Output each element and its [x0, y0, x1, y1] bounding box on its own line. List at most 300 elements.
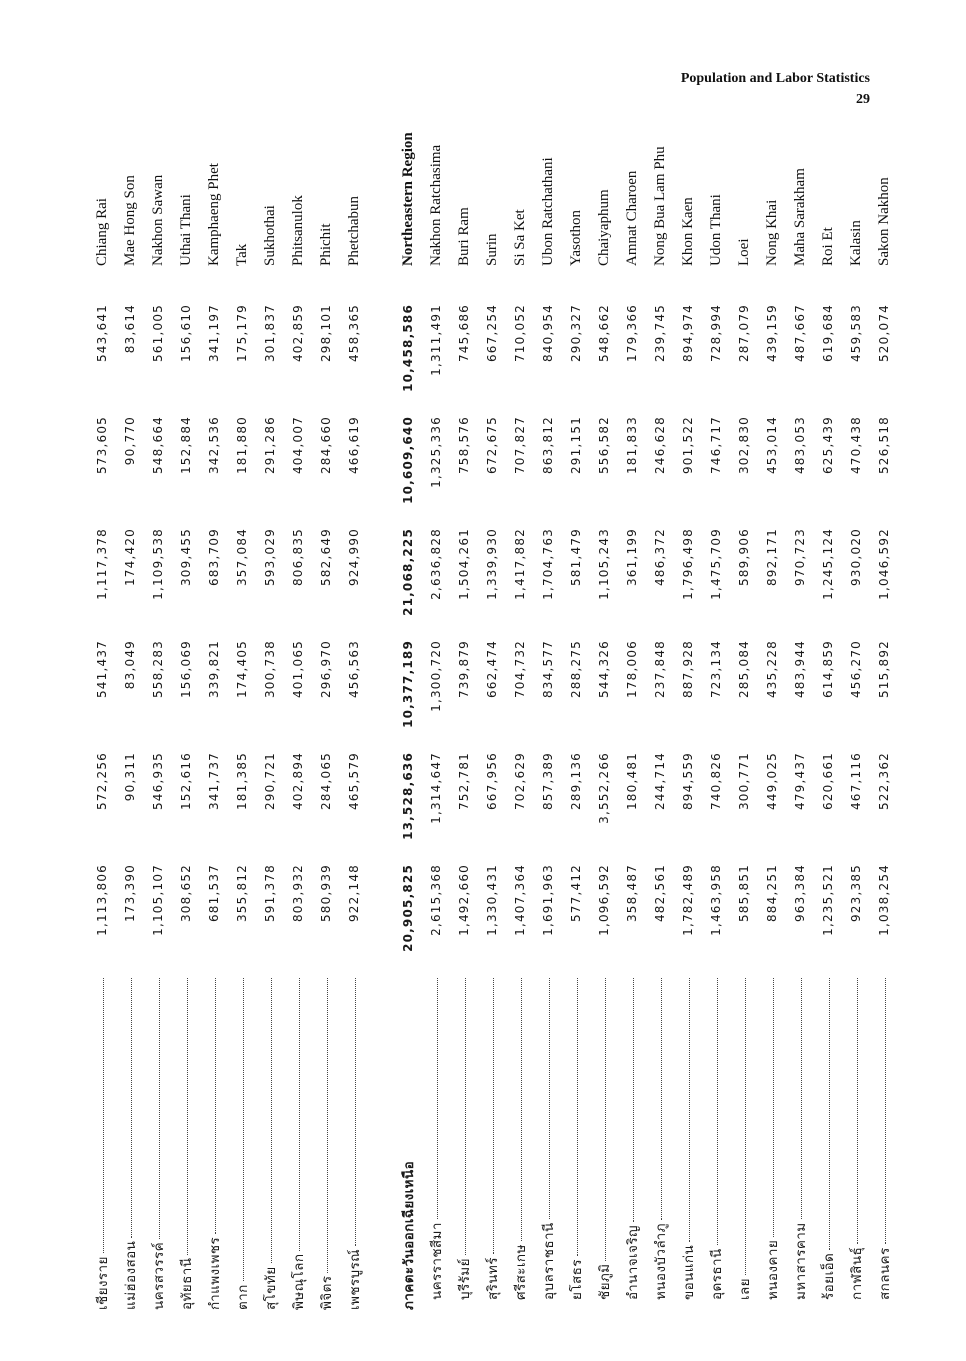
thai-province-name [422, 970, 450, 1310]
english-province-name: Nong Khai [763, 199, 780, 266]
english-province-name: Phitsanulok [289, 195, 306, 266]
table-row [702, 76, 730, 1310]
table-row [116, 76, 144, 1310]
population-value-cell: 1,407,364 [513, 864, 527, 936]
population-value-cell: 702,629 [513, 752, 527, 811]
population-value-cell: 487,667 [793, 304, 807, 363]
population-value-cell: 834,577 [541, 640, 555, 699]
population-value-cell: 239,745 [653, 304, 667, 363]
table-row [340, 76, 368, 1310]
page-number: 29 [856, 92, 870, 107]
population-value-cell: 1,105,243 [597, 528, 611, 600]
population-value-cell: 667,254 [485, 304, 499, 363]
thai-name-text: หนองบัวลำภู [653, 1223, 669, 1300]
population-value-cell: 152,884 [179, 416, 193, 475]
thai-name-text: ยโสธร [569, 1259, 585, 1300]
population-value-cell: 83,614 [123, 304, 137, 354]
population-value-cell: 401,065 [291, 640, 305, 699]
population-value-cell: 1,339,930 [485, 528, 499, 600]
population-value-cell: 580,939 [319, 864, 333, 923]
population-value-cell: 924,990 [347, 528, 361, 587]
thai-name-text: สุรินทร์ [485, 1257, 501, 1300]
thai-province-name [590, 970, 618, 1310]
population-value-cell: 894,559 [681, 752, 695, 811]
population-value-cell: 175,179 [235, 304, 249, 363]
thai-province-name [870, 970, 898, 1310]
population-value-cell: 1,475,709 [709, 528, 723, 600]
population-value-cell: 483,944 [793, 640, 807, 699]
population-value-cell: 1,245,124 [821, 528, 835, 600]
population-value-cell: 453,014 [765, 416, 779, 475]
thai-province-name [340, 970, 368, 1310]
population-value-cell: 740,826 [709, 752, 723, 811]
population-value-cell: 291,286 [263, 416, 277, 475]
dot-leader [521, 978, 522, 1241]
dot-leader [857, 978, 858, 1244]
population-value-cell: 901,522 [681, 416, 695, 475]
thai-name-text: สุโขทัย [263, 1266, 279, 1310]
population-value-cell: 20,905,825 [401, 864, 415, 952]
population-value-cell: 1,113,806 [95, 864, 109, 936]
population-value-cell: 585,851 [737, 864, 751, 923]
thai-name-text: แม่ฮ่องสอน [123, 1240, 139, 1310]
dot-leader [103, 978, 104, 1253]
thai-name-text: พิจิตร [319, 1275, 335, 1310]
population-value-cell: 181,385 [235, 752, 249, 811]
english-province-name: Nong Bua Lam Phu [651, 146, 668, 266]
table-row [478, 76, 506, 1310]
running-title: Population and Labor Statistics [680, 71, 870, 86]
population-value-cell: 456,270 [849, 640, 863, 699]
population-value-cell: 83,049 [123, 640, 137, 690]
english-province-name: Amnat Charoen [623, 170, 640, 266]
population-value-cell: 752,781 [457, 752, 471, 811]
population-value-cell: 21,068,225 [401, 528, 415, 616]
population-value-cell: 728,994 [709, 304, 723, 363]
population-value-cell: 758,576 [457, 416, 471, 475]
region-total-row [394, 76, 422, 1310]
population-value-cell: 284,065 [319, 752, 333, 811]
thai-province-name [730, 970, 758, 1310]
table-row [200, 76, 228, 1310]
thai-province-name [144, 970, 172, 1310]
population-value-cell: 174,405 [235, 640, 249, 699]
population-value-cell: 449,025 [765, 752, 779, 811]
population-value-cell: 556,582 [597, 416, 611, 475]
population-value-cell: 806,835 [291, 528, 305, 587]
thai-province-name [534, 970, 562, 1310]
population-value-cell: 1,038,254 [877, 864, 891, 936]
english-province-name: Nakhon Ratchasima [427, 144, 444, 266]
population-value-cell: 548,662 [597, 304, 611, 363]
population-value-cell: 1,704,763 [541, 528, 555, 600]
population-value-cell: 459,583 [849, 304, 863, 363]
population-value-cell: 892,171 [765, 528, 779, 587]
population-value-cell: 467,116 [849, 752, 863, 811]
thai-name-text: พิษณุโลก [291, 1253, 307, 1310]
population-value-cell: 625,439 [821, 416, 835, 475]
dot-leader [661, 978, 662, 1220]
english-province-name: Mae Hong Son [121, 175, 138, 266]
population-value-cell: 1,782,489 [681, 864, 695, 936]
english-province-name: Loei [735, 238, 752, 266]
population-value-cell: 887,928 [681, 640, 695, 699]
thai-province-name [506, 970, 534, 1310]
dot-leader [355, 978, 356, 1246]
thai-name-text: นครสวรรค์ [151, 1241, 167, 1310]
population-value-cell: 739,879 [457, 640, 471, 699]
population-value-cell: 339,821 [207, 640, 221, 699]
population-value-cell: 309,455 [179, 528, 193, 587]
thai-province-name [284, 970, 312, 1310]
dot-leader [745, 978, 746, 1275]
table-row [562, 76, 590, 1310]
population-value-cell: 672,675 [485, 416, 499, 475]
population-value-cell: 577,412 [569, 864, 583, 923]
population-value-cell: 357,084 [235, 528, 249, 587]
english-province-name: Khon Kaen [679, 197, 696, 266]
table-row [814, 76, 842, 1310]
population-value-cell: 970,723 [793, 528, 807, 587]
population-value-cell: 174,420 [123, 528, 137, 587]
dot-leader [299, 978, 300, 1251]
population-value-cell: 466,619 [347, 416, 361, 475]
population-value-cell: 10,377,189 [401, 640, 415, 728]
population-value-cell: 456,563 [347, 640, 361, 699]
population-value-cell: 515,892 [877, 640, 891, 699]
population-value-cell: 178,006 [625, 640, 639, 699]
population-value-cell: 723,134 [709, 640, 723, 699]
population-value-cell: 300,771 [737, 752, 751, 811]
table-row [144, 76, 172, 1310]
population-value-cell: 358,487 [625, 864, 639, 923]
thai-province-name [172, 970, 200, 1310]
table-row [88, 76, 116, 1310]
population-value-cell: 435,228 [765, 640, 779, 699]
table-row [506, 76, 534, 1310]
population-value-cell: 10,458,586 [401, 304, 415, 392]
population-value-cell: 620,661 [821, 752, 835, 811]
population-value-cell: 581,479 [569, 528, 583, 587]
population-value-cell: 593,029 [263, 528, 277, 587]
thai-name-text: กำแพงเพชร [207, 1236, 223, 1310]
population-value-cell: 526,518 [877, 416, 891, 475]
population-value-cell: 619,684 [821, 304, 835, 363]
population-value-cell: 667,956 [485, 752, 499, 811]
dot-leader [493, 978, 494, 1254]
population-value-cell: 614,859 [821, 640, 835, 699]
thai-province-name [394, 970, 422, 1310]
population-value-cell: 1,504,261 [457, 528, 471, 600]
english-province-name: Buri Ram [455, 207, 472, 266]
population-value-cell: 483,053 [793, 416, 807, 475]
table-row [590, 76, 618, 1310]
thai-name-text: อุทัยธานี [179, 1257, 195, 1310]
thai-province-name [758, 970, 786, 1310]
population-value-cell: 582,649 [319, 528, 333, 587]
table-row [534, 76, 562, 1310]
population-value-cell: 2,636,828 [429, 528, 443, 600]
population-value-cell: 341,737 [207, 752, 221, 811]
population-value-cell: 298,101 [319, 304, 333, 363]
table-row [870, 76, 898, 1310]
population-value-cell: 470,438 [849, 416, 863, 475]
population-value-cell: 341,197 [207, 304, 221, 363]
population-value-cell: 558,283 [151, 640, 165, 699]
thai-name-text: ชัยภูมิ [597, 1263, 613, 1300]
english-province-name: Kalasin [847, 220, 864, 266]
population-value-cell: 13,528,636 [401, 752, 415, 840]
english-province-name: Northeastern Region [399, 132, 416, 266]
dot-leader [131, 978, 132, 1238]
population-value-cell: 561,005 [151, 304, 165, 363]
population-value-cell: 355,812 [235, 864, 249, 923]
table-row [618, 76, 646, 1310]
thai-province-name [450, 970, 478, 1310]
population-value-cell: 857,389 [541, 752, 555, 811]
table-row [646, 76, 674, 1310]
dot-leader [773, 978, 774, 1237]
population-value-cell: 482,561 [653, 864, 667, 923]
population-value-cell: 301,837 [263, 304, 277, 363]
thai-province-name [786, 970, 814, 1310]
spacer-cell [368, 76, 394, 1310]
english-province-name: Chaiyaphum [595, 189, 612, 266]
population-value-cell: 465,579 [347, 752, 361, 811]
population-value-cell: 237,848 [653, 640, 667, 699]
population-value-cell: 1,109,538 [151, 528, 165, 600]
population-value-cell: 181,833 [625, 416, 639, 475]
population-table [88, 76, 898, 1310]
population-value-cell: 285,084 [737, 640, 751, 699]
population-value-cell: 302,830 [737, 416, 751, 475]
table-row [786, 76, 814, 1310]
population-value-cell: 704,732 [513, 640, 527, 699]
population-value-cell: 840,954 [541, 304, 555, 363]
table-row [758, 76, 786, 1310]
dot-leader [243, 978, 244, 1281]
english-province-name: Sakon Nakhon [875, 177, 892, 266]
population-value-cell: 90,770 [123, 416, 137, 466]
population-table-body [88, 76, 898, 1310]
population-value-cell: 573,605 [95, 416, 109, 475]
dot-leader [801, 978, 802, 1219]
english-province-name: Phichit [317, 223, 334, 266]
population-value-cell: 541,437 [95, 640, 109, 699]
row-spacer [368, 76, 394, 1310]
thai-name-text: กาฬสินธุ์ [849, 1246, 865, 1300]
population-value-cell: 1,325,336 [429, 416, 443, 488]
english-province-name: Kamphaeng Phet [205, 163, 222, 266]
population-value-cell: 894,974 [681, 304, 695, 363]
english-province-name: Maha Sarakham [791, 168, 808, 266]
thai-name-text: อุดรธานี [709, 1248, 725, 1300]
dot-leader [271, 978, 272, 1263]
population-value-cell: 287,079 [737, 304, 751, 363]
population-value-cell: 246,628 [653, 416, 667, 475]
thai-province-name [618, 970, 646, 1310]
dot-leader [327, 978, 328, 1273]
english-province-name: Ubon Ratchathani [539, 157, 556, 266]
population-value-cell: 2,615,368 [429, 864, 443, 936]
population-value-cell: 1,463,958 [709, 864, 723, 936]
english-province-name: Yasothon [567, 210, 584, 266]
population-value-cell: 90,311 [123, 752, 137, 802]
population-value-cell: 296,970 [319, 640, 333, 699]
population-value-cell: 522,362 [877, 752, 891, 811]
dot-leader [689, 978, 690, 1242]
table-row [172, 76, 200, 1310]
thai-name-text: เพชรบูรณ์ [347, 1248, 363, 1310]
population-value-cell: 439,159 [765, 304, 779, 363]
thai-province-name [200, 970, 228, 1310]
dot-leader [633, 978, 634, 1222]
population-value-cell: 803,932 [291, 864, 305, 923]
thai-name-text: หนองคาย [765, 1239, 781, 1300]
thai-name-text: ร้อยเอ็ด [821, 1252, 837, 1300]
population-value-cell: 152,616 [179, 752, 193, 811]
population-value-cell: 1,046,592 [877, 528, 891, 600]
population-value-cell: 683,709 [207, 528, 221, 587]
population-value-cell: 300,738 [263, 640, 277, 699]
population-value-cell: 884,251 [765, 864, 779, 923]
thai-province-name [674, 970, 702, 1310]
table-row [228, 76, 256, 1310]
english-province-name: Sukhothai [261, 205, 278, 266]
population-value-cell: 290,721 [263, 752, 277, 811]
english-province-name: Uthai Thani [177, 194, 194, 266]
population-value-cell: 544,326 [597, 640, 611, 699]
population-value-cell: 156,610 [179, 304, 193, 363]
population-value-cell: 1,235,521 [821, 864, 835, 936]
thai-province-name [646, 970, 674, 1310]
population-value-cell: 291,151 [569, 416, 583, 475]
population-value-cell: 284,660 [319, 416, 333, 475]
table-row [674, 76, 702, 1310]
population-value-cell: 1,417,882 [513, 528, 527, 600]
population-value-cell: 288,275 [569, 640, 583, 699]
population-value-cell: 486,372 [653, 528, 667, 587]
dot-leader [549, 978, 550, 1219]
population-value-cell: 1,117,378 [95, 528, 109, 600]
thai-name-text: อำนาจเจริญ [625, 1225, 641, 1300]
population-value-cell: 589,906 [737, 528, 751, 587]
population-value-cell: 289,136 [569, 752, 583, 811]
population-value-cell: 361,199 [625, 528, 639, 587]
dot-leader [215, 978, 216, 1234]
population-value-cell: 479,437 [793, 752, 807, 811]
population-value-cell: 244,714 [653, 752, 667, 811]
thai-name-text: ตาก [235, 1284, 251, 1310]
population-value-cell: 707,827 [513, 416, 527, 475]
english-province-name: Tak [233, 243, 250, 266]
dot-leader [717, 978, 718, 1245]
population-value-cell: 1,330,431 [485, 864, 499, 936]
population-value-cell: 930,020 [849, 528, 863, 587]
population-value-cell: 520,074 [877, 304, 891, 363]
table-row [256, 76, 284, 1310]
english-province-name: Roi Et [819, 227, 836, 266]
population-value-cell: 746,717 [709, 416, 723, 475]
english-province-name: Phetchabun [345, 196, 362, 266]
thai-province-name [814, 970, 842, 1310]
population-value-cell: 543,641 [95, 304, 109, 363]
population-value-cell: 922,148 [347, 864, 361, 923]
thai-province-name [478, 970, 506, 1310]
thai-name-text: ภาคตะวันออกเฉียงเหนือ [401, 1160, 417, 1310]
population-value-cell: 308,652 [179, 864, 193, 923]
population-value-cell: 173,390 [123, 864, 137, 923]
thai-province-name [88, 970, 116, 1310]
population-value-cell: 404,007 [291, 416, 305, 475]
thai-province-name [116, 970, 144, 1310]
population-value-cell: 290,327 [569, 304, 583, 363]
english-province-name: Surin [483, 233, 500, 266]
population-value-cell: 863,812 [541, 416, 555, 475]
population-value-cell: 548,664 [151, 416, 165, 475]
population-value-cell: 180,481 [625, 752, 639, 811]
population-value-cell: 963,384 [793, 864, 807, 923]
dot-leader [465, 978, 466, 1255]
dot-leader [159, 978, 160, 1239]
table-row [312, 76, 340, 1310]
population-value-cell: 681,537 [207, 864, 221, 923]
thai-name-text: เลย [737, 1278, 753, 1300]
dot-leader [577, 978, 578, 1256]
dot-leader [437, 978, 438, 1219]
table-row [842, 76, 870, 1310]
dot-leader [187, 978, 188, 1255]
thai-name-text: อุบลราชธานี [541, 1222, 557, 1300]
thai-name-text: ศรีสะเกษ [513, 1244, 529, 1300]
thai-name-text: ขอนแก่น [681, 1244, 697, 1300]
population-value-cell: 745,686 [457, 304, 471, 363]
thai-province-name [228, 970, 256, 1310]
population-value-cell: 402,859 [291, 304, 305, 363]
population-value-cell: 662,474 [485, 640, 499, 699]
thai-name-text: เชียงราย [95, 1256, 111, 1310]
population-value-cell: 1,096,592 [597, 864, 611, 936]
population-value-cell: 1,492,660 [457, 864, 471, 936]
population-value-cell: 179,366 [625, 304, 639, 363]
population-value-cell: 181,880 [235, 416, 249, 475]
table-row [422, 76, 450, 1310]
population-value-cell: 546,935 [151, 752, 165, 811]
thai-province-name [842, 970, 870, 1310]
dot-leader [829, 978, 830, 1250]
thai-province-name [702, 970, 730, 1310]
population-value-cell: 710,052 [513, 304, 527, 363]
thai-name-text: มหาสารคาม [793, 1222, 809, 1300]
population-value-cell: 156,069 [179, 640, 193, 699]
table-row [450, 76, 478, 1310]
english-province-name: Chiang Rai [93, 198, 110, 266]
population-value-cell: 572,256 [95, 752, 109, 811]
population-value-cell: 923,385 [849, 864, 863, 923]
population-value-cell: 1,311,491 [429, 304, 443, 376]
population-value-cell: 458,365 [347, 304, 361, 363]
population-value-cell: 3,552,266 [597, 752, 611, 824]
rotated-table-container [88, 130, 893, 1310]
thai-province-name [312, 970, 340, 1310]
population-value-cell: 1,691,963 [541, 864, 555, 936]
english-province-name: Udon Thani [707, 194, 724, 266]
dot-leader [605, 978, 606, 1261]
english-province-name: Si Sa Ket [511, 209, 528, 266]
table-row [730, 76, 758, 1310]
population-value-cell: 1,105,107 [151, 864, 165, 936]
population-value-cell: 1,314,647 [429, 752, 443, 824]
